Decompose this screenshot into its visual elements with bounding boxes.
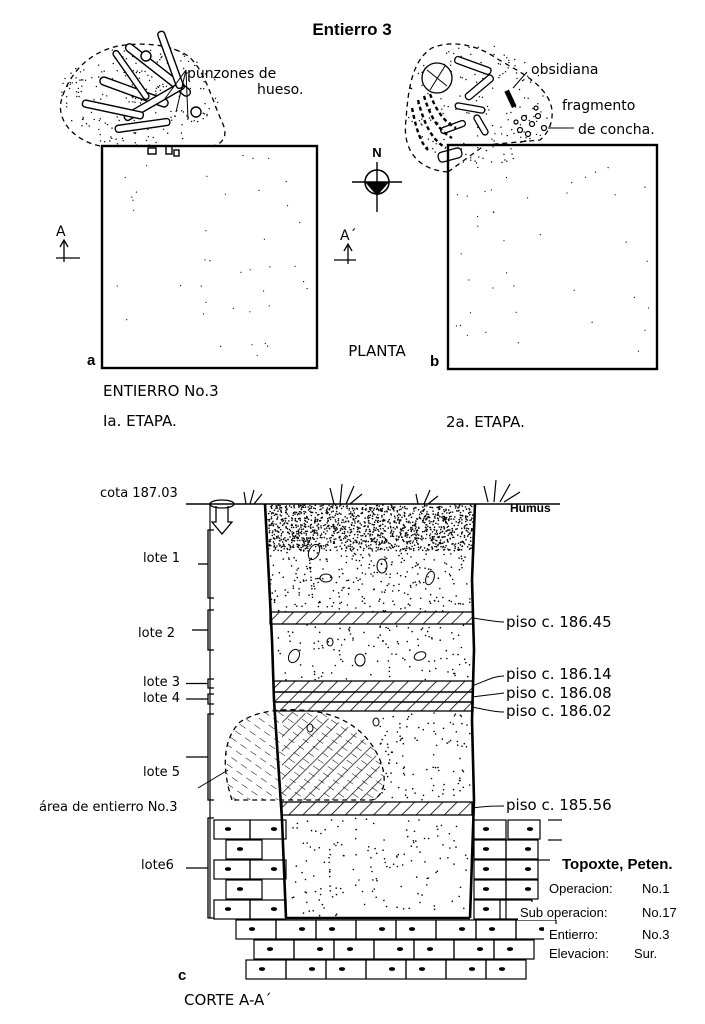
obsidian-leader — [513, 72, 527, 88]
floor-label-186-08: piso c. 186.08 — [506, 684, 612, 702]
figure-title: Entierro 3 — [312, 20, 392, 39]
grass-tufts — [244, 480, 520, 504]
lot-5-label: lote 5 — [143, 765, 181, 780]
lot-3-label: lote 3 — [143, 675, 181, 690]
humus-fill — [267, 504, 473, 552]
info-burial-value: No.3 — [642, 927, 670, 942]
floor-label-185-56: piso c. 185.56 — [506, 796, 612, 814]
plan-a — [60, 30, 317, 369]
info-operation-value: No.1 — [642, 881, 670, 896]
floor-186-14 — [274, 681, 473, 692]
ribs-b — [412, 94, 456, 150]
bones-a — [82, 30, 201, 156]
floor-label-186-14: piso c. 186.14 — [506, 665, 612, 683]
section-marker-a — [56, 224, 80, 262]
floor-186-08 — [274, 692, 473, 702]
floor-186-02 — [274, 702, 473, 711]
excavation-unit-a — [102, 146, 317, 368]
plan-b — [405, 44, 657, 370]
floor-185-56 — [282, 802, 472, 815]
plan-title: PLANTA — [348, 342, 406, 360]
label-shell-2: de concha. — [578, 122, 655, 138]
datum-label: cota 187.03 — [100, 486, 178, 501]
unit-dots-a — [117, 155, 308, 356]
section-caption: CORTE A-A´ — [184, 991, 272, 1009]
floor-186-45 — [270, 612, 473, 624]
info-suboperation-value: No.17 — [642, 905, 677, 920]
info-burial-key: Entierro: — [549, 927, 599, 942]
caption-a-line1: ENTIERRO No.3 — [103, 382, 219, 400]
site-label: Topoxte, Peten. — [562, 856, 673, 873]
floor-label-186-45: piso c. 186.45 — [506, 613, 612, 631]
bedrock-blocks — [214, 820, 562, 979]
section-label-a: A — [56, 224, 66, 240]
lot-2-label: lote 2 — [138, 626, 176, 641]
info-operation-key: Operacion: — [549, 881, 613, 896]
north-arrow — [352, 145, 402, 212]
excavation-unit-b — [448, 145, 657, 369]
section-profile — [186, 480, 562, 979]
label-bone-awls-1: punzones de — [187, 66, 277, 82]
caption-a-line2: Ia. ETAPA. — [103, 412, 177, 430]
section-label-a-prime: A´ — [340, 228, 357, 244]
label-bone-awls-2: hueso. — [257, 82, 304, 98]
floor-label-186-02: piso c. 186.02 — [506, 702, 612, 720]
humus-label: Humus — [510, 501, 551, 515]
lot-4-label: lote 4 — [143, 691, 181, 706]
burial-area-label: área de entierro No.3 — [39, 800, 178, 815]
panel-letter-a: a — [87, 352, 96, 369]
datum-marker — [210, 500, 234, 534]
info-suboperation-key: Sub operacion: — [520, 905, 608, 920]
lot-1-label: lote 1 — [143, 551, 181, 566]
lot-6-label: lote6 — [141, 858, 174, 873]
shell-fragments — [514, 106, 547, 137]
info-elevation-value: Sur. — [634, 946, 658, 961]
label-shell-1: fragmento — [562, 98, 636, 114]
panel-letter-b: b — [430, 353, 440, 370]
north-label: N — [372, 145, 382, 160]
caption-b: 2a. ETAPA. — [446, 413, 525, 431]
section-marker-a-prime — [334, 228, 357, 264]
unit-dots-b — [456, 162, 649, 352]
label-obsidian: obsidiana — [531, 62, 599, 78]
skeleton-b — [422, 56, 495, 163]
info-elevation-key: Elevacion: — [549, 946, 609, 961]
obsidian-blade — [504, 90, 516, 108]
panel-letter-c: c — [178, 967, 187, 984]
